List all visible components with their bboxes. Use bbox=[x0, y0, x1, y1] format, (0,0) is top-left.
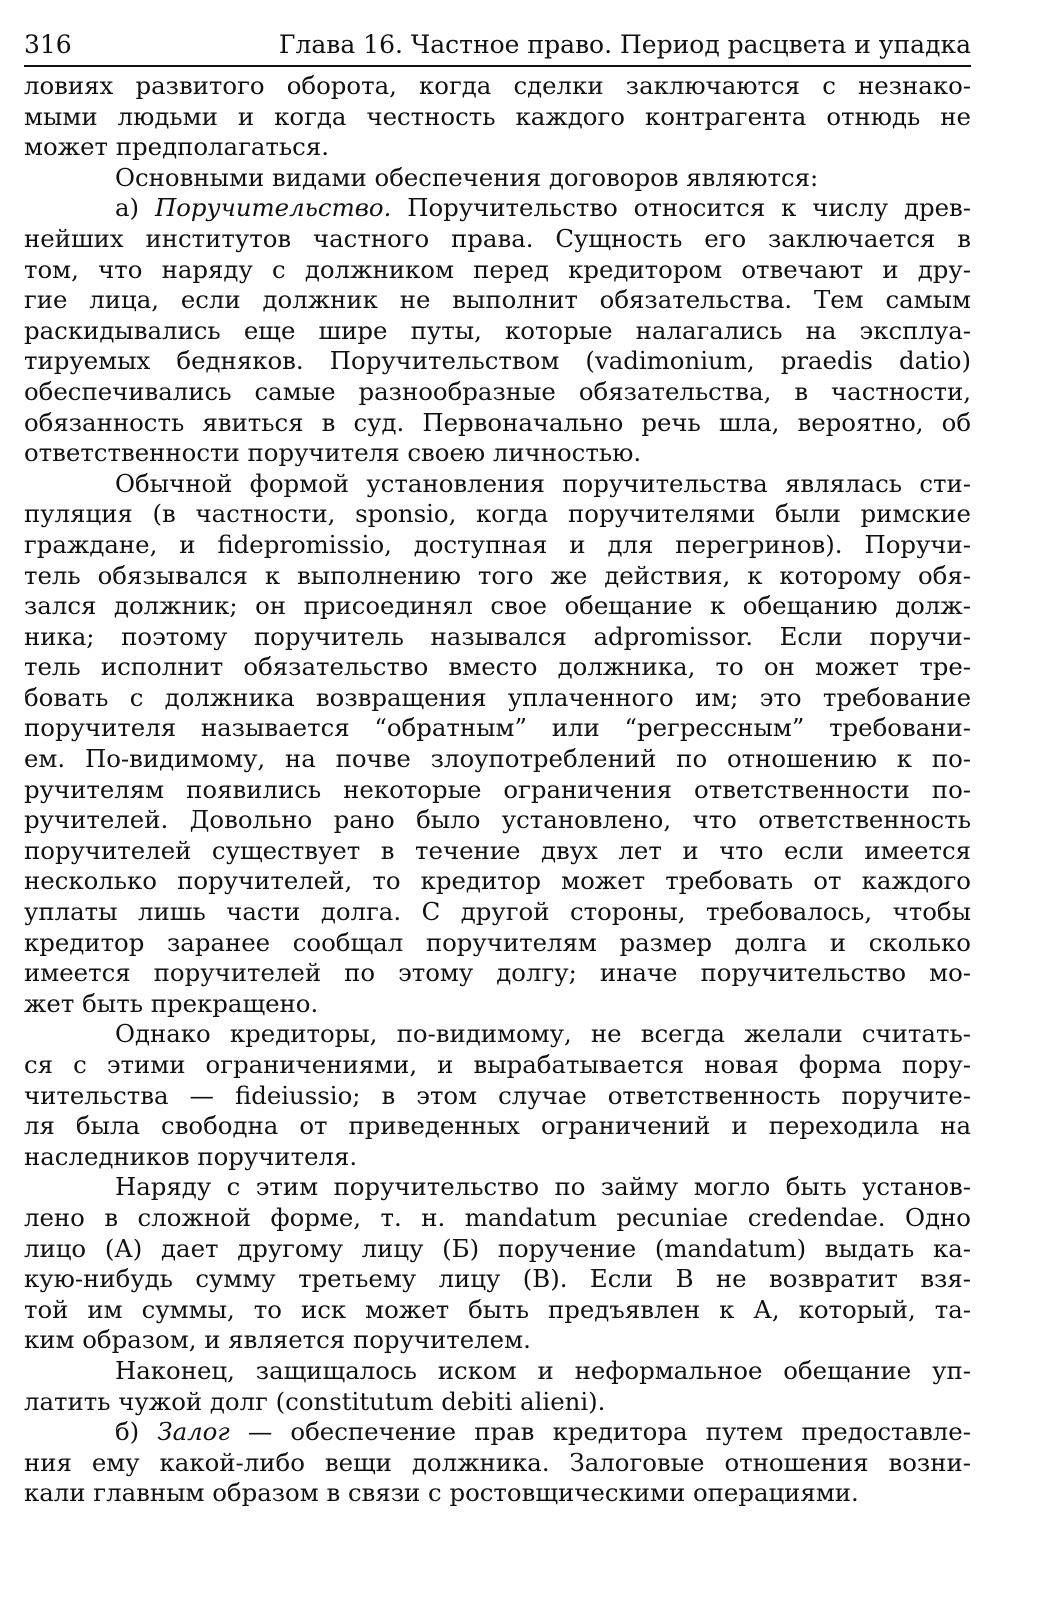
body-text bbox=[24, 71, 971, 1509]
text-line: может предполагаться. bbox=[24, 132, 329, 162]
text-line: кали главным образом в связи с ростовщическими операциями. bbox=[24, 1478, 859, 1508]
text-line: Обычной формой установления поручительства являлась сти- bbox=[115, 468, 971, 498]
text-line: ника; поэтому поручитель назывался adpromissor. Если поручи- bbox=[24, 621, 971, 651]
text-line: ловиях развитого оборота, когда сделки заключаются с незнако- bbox=[24, 71, 971, 100]
paragraph bbox=[24, 71, 971, 163]
paragraph bbox=[24, 1356, 971, 1417]
text-line: кредитор заранее сообщал поручителям размер долга и сколько bbox=[24, 927, 971, 957]
text-line: ем. По-видимому, на почве злоупотреблений по отношению к по- bbox=[24, 744, 971, 774]
text-line: пуляция (в частности, sponsio, когда поручителями были римские bbox=[24, 499, 971, 529]
text-line: тируемых бедняков. Поручительством (vadimonium, praedis datio) bbox=[24, 346, 971, 376]
text-line: ся с этими ограничениями, и вырабатывается новая форма пору- bbox=[24, 1050, 971, 1079]
section-term: Залог bbox=[157, 1417, 230, 1447]
text-line: уплаты лишь части долга. С другой стороны, требовалось, чтобы bbox=[24, 897, 971, 927]
text-line: граждане, и fidepromissio, доступная и для перегринов). Поручи- bbox=[24, 529, 971, 559]
text-line bbox=[24, 1417, 971, 1448]
text-line: мыми людьми и когда честность каждого контрагента отнюдь не bbox=[24, 101, 971, 131]
paragraph bbox=[24, 1417, 971, 1509]
text-line: Наряду с этим поручительство по займу могло быть установ- bbox=[115, 1172, 971, 1202]
paragraph bbox=[24, 163, 971, 194]
text-line: несколько поручителей, то кредитор может требовать от каждого bbox=[24, 866, 971, 896]
text-line: лено в сложной форме, т. н. mandatum pecuniae credendae. Одно bbox=[24, 1202, 971, 1232]
text-line: зался должник; он присоединял свое обещание к обещанию долж- bbox=[24, 591, 971, 621]
text-run: Поручительство относится к числу древ- bbox=[391, 193, 971, 223]
text-line: чительства — fideiussio; в этом случае ответственность поручите- bbox=[24, 1080, 971, 1110]
chapter-title: Глава 16. Частное право. Период расцвета и упадка bbox=[278, 30, 971, 59]
text-line: поручителя называется “обратным” или “регрессным” требовани- bbox=[24, 713, 971, 743]
text-line: тель обязывался к выполнению того же действия, к которому обя- bbox=[24, 560, 971, 590]
paragraph bbox=[24, 193, 971, 468]
book-page bbox=[24, 28, 971, 1509]
text-line: обеспечивались самые разнообразные обязательства, в частности, bbox=[24, 376, 971, 406]
text-line: ля была свободна от приведенных ограничений и переходила на bbox=[24, 1111, 971, 1141]
text-line: Основными видами обеспечения договоров являются: bbox=[115, 162, 819, 192]
text-line: ния ему какой-либо вещи должника. Залоговые отношения возни- bbox=[24, 1447, 971, 1477]
text-line: нейших институтов частного права. Сущность его заключается в bbox=[24, 223, 971, 253]
text-line: том, что наряду с должником перед кредитором отвечают и дру- bbox=[24, 254, 971, 284]
text-line: ручителям появились некоторые ограничения ответственности по- bbox=[24, 774, 971, 804]
list-marker: а) bbox=[115, 193, 155, 223]
text-line: поручителей существует в течение двух лет и что если имеется bbox=[24, 835, 971, 865]
paragraph bbox=[24, 1019, 971, 1172]
running-head bbox=[24, 28, 971, 67]
text-line: ручителей. Довольно рано было установлено, что ответственность bbox=[24, 805, 971, 835]
text-line: лицо (А) дает другому лицу (Б) поручение (mandatum) выдать ка- bbox=[24, 1233, 971, 1263]
text-line: тель исполнит обязательство вместо должника, то он может тре- bbox=[24, 652, 971, 682]
paragraph bbox=[24, 1172, 971, 1356]
text-line: раскидывались еще шире путы, которые налагались на эксплуа- bbox=[24, 315, 971, 345]
text-line: наследников поручителя. bbox=[24, 1141, 358, 1171]
text-line bbox=[24, 193, 971, 224]
text-line: той им суммы, то иск может быть предъявлен к А, который, та- bbox=[24, 1294, 971, 1324]
text-line: имеется поручителей по этому долгу; иначе поручительство мо- bbox=[24, 958, 971, 988]
paragraph bbox=[24, 469, 971, 1020]
text-line: бовать с должника возвращения уплаченного им; это требование bbox=[24, 682, 971, 712]
text-line: ким образом, и является поручителем. bbox=[24, 1325, 531, 1355]
text-line: кую-нибудь сумму третьему лицу (В). Если В не возвратит взя- bbox=[24, 1264, 971, 1294]
text-line: гие лица, если должник не выполнит обязательства. Тем самым bbox=[24, 285, 971, 315]
text-line: Наконец, защищалось иском и неформальное обещание уп- bbox=[115, 1355, 971, 1385]
list-marker: б) bbox=[115, 1417, 158, 1447]
text-line: жет быть прекращено. bbox=[24, 988, 319, 1018]
text-line: латить чужой долг (constitutum debiti alieni). bbox=[24, 1386, 606, 1416]
text-line: ответственности поручителя своею личностью. bbox=[24, 438, 642, 468]
text-line: Однако кредиторы, по-видимому, не всегда желали считать- bbox=[115, 1019, 971, 1049]
page-number: 316 bbox=[24, 30, 72, 59]
section-term: Поручительство. bbox=[154, 193, 392, 223]
text-run: — обеспечение прав кредитора путем предоставле- bbox=[229, 1417, 971, 1447]
text-line: обязанность явиться в суд. Первоначально речь шла, вероятно, об bbox=[24, 407, 971, 437]
